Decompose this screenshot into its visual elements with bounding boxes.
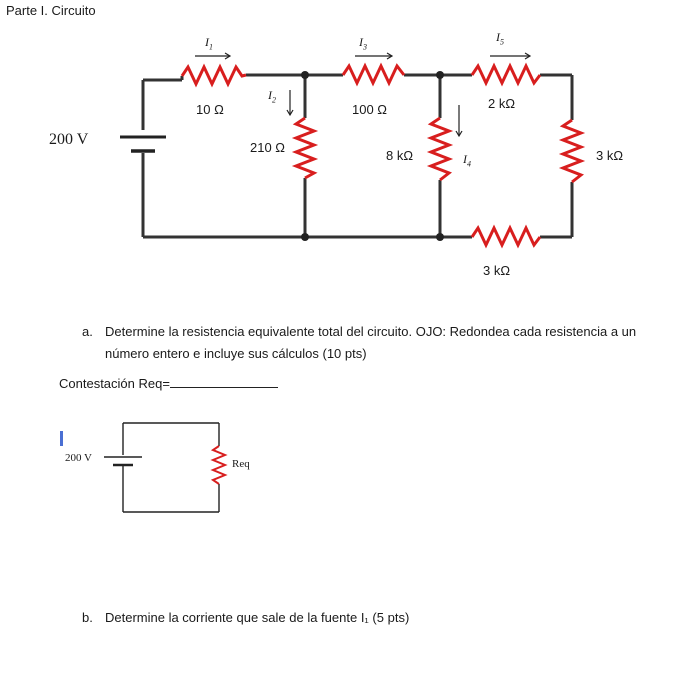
equiv-resistor-label: Req <box>232 458 250 470</box>
current-arrow-i3 <box>355 53 392 59</box>
resistor-100-ohm <box>343 66 404 83</box>
resistor-label-r7: 3 kΩ <box>483 263 511 278</box>
source-voltage-label: 200 V <box>49 131 89 148</box>
current-arrow-i2 <box>287 90 293 115</box>
resistor-label-r6: 3 kΩ <box>596 148 624 163</box>
resistor-3k-ohm-right <box>563 120 581 182</box>
answer-blank-line[interactable] <box>170 375 278 388</box>
junction-node <box>436 71 444 79</box>
resistor-10-ohm <box>182 67 246 84</box>
resistor-210-ohm <box>296 118 314 178</box>
question-a-text-line2: número entero e incluye sus cálculos (10 pts) <box>105 346 367 361</box>
text-cursor <box>60 431 63 446</box>
question-a-marker: a. <box>82 324 93 339</box>
battery-symbol <box>120 137 166 151</box>
resistor-label-r1: 10 Ω <box>196 102 224 117</box>
answer-label: Contestación Req= <box>59 376 170 391</box>
junction-node <box>301 233 309 241</box>
current-arrow-i1 <box>195 53 230 59</box>
current-arrow-i5 <box>490 53 530 59</box>
current-label-i3: $I_3$ <box>359 35 367 52</box>
page-title: Parte I. Circuito <box>6 3 96 18</box>
question-b-marker: b. <box>82 610 93 625</box>
question-b-text: Determine la corriente que sale de la fuente I₁ (5 pts) <box>105 610 410 625</box>
resistor-8k-ohm <box>431 118 449 180</box>
current-arrow-i4 <box>456 105 462 136</box>
junction-node <box>301 71 309 79</box>
resistor-3k-ohm-bottom <box>472 228 540 245</box>
answer-field[interactable] <box>59 375 278 391</box>
current-label-i1: $I_1$ <box>205 35 213 52</box>
resistor-req <box>213 446 225 484</box>
resistor-label-r5: 2 kΩ <box>488 96 516 111</box>
current-label-i2: $I_2$ <box>268 88 276 105</box>
resistor-label-r2: 210 Ω <box>250 140 286 155</box>
junction-node <box>436 233 444 241</box>
resistor-label-r4: 8 kΩ <box>386 148 414 163</box>
resistor-label-r3: 100 Ω <box>352 102 388 117</box>
current-label-i4: $I_4$ <box>463 152 471 169</box>
resistor-2k-ohm <box>472 66 540 83</box>
equivalent-circuit-diagram <box>104 423 225 512</box>
equiv-source-label: 200 V <box>65 452 92 464</box>
question-a-text-line1: Determine la resistencia equivalente total del circuito. OJO: Redondea cada resistencia a un <box>105 324 637 339</box>
current-label-i5: $I_5$ <box>496 30 504 47</box>
